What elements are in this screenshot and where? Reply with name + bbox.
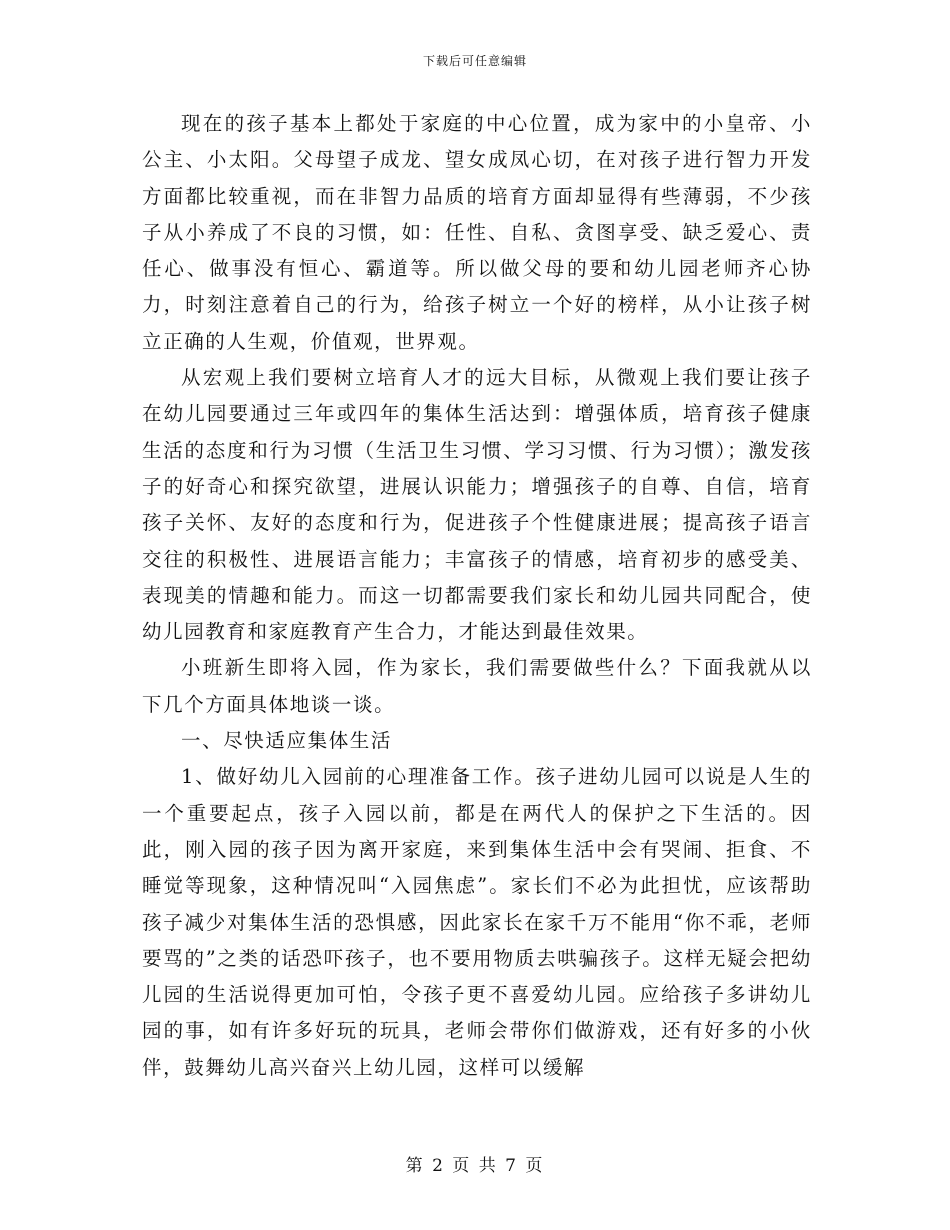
page-header: 下载后可任意编辑: [422, 54, 527, 68]
page-number: 第 2 页 共 7 页: [405, 1156, 545, 1176]
section-heading: 一、尽快适应集体生活: [181, 729, 393, 753]
paragraph-2: 从宏观上我们要树立培育人才的远大目标，从微观上我们要让孩子在幼儿园要通过三年或四年的集体生活达到：增强体质，培育孩子健康生活的态度和行为习惯（生活卫生习惯、学习习惯、行为习惯）；激发孩子的好奇心和探究欲望，进展认识能力；增强孩子的自尊、自信，培育孩子关怀、友好的态度和行为，促进孩子个性健康进展；提高孩子语言交往的积极性、进展语言能力；丰富孩子的情感，培育初步的感受美、表现美的情趣和能力。而这一切都需要我们家长和幼儿园共同配合，使幼儿园教育和家庭教育产生合力，才能达到最佳效果。: [142, 366, 812, 644]
paragraph-3: 小班新生即将入园，作为家长，我们需要做些什么？下面我就从以下几个方面具体地谈一谈。: [142, 656, 812, 716]
document-body: [142, 106, 812, 1086]
paragraph-1: 现在的孩子基本上都处于家庭的中心位置，成为家中的小皇帝、小公主、小太阳。父母望子成龙、望女成凤心切，在对孩子进行智力开发方面都比较重视，而在非智力品质的培育方面却显得有些薄弱，不少孩子从小养成了不良的习惯，如：任性、自私、贪图享受、缺乏爱心、责任心、做事没有恒心、霸道等。所以做父母的要和幼儿园老师齐心协力，时刻注意着自己的行为，给孩子树立一个好的榜样，从小让孩子树立正确的人生观，价值观，世界观。: [142, 112, 812, 353]
paragraph-4: 1、做好幼儿入园前的心理准备工作。孩子进幼儿园可以说是人生的一个重要起点，孩子入园以前，都是在两代人的保护之下生活的。因此，刚入园的孩子因为离开家庭，来到集体生活中会有哭闹、拒食、不睡觉等现象，这种情况叫“入园焦虑”。家长们不必为此担忧，应该帮助孩子减少对集体生活的恐惧感，因此家长在家千万不能用“你不乖，老师要骂的”之类的话恐吓孩子，也不要用物质去哄骗孩子。这样无疑会把幼儿园的生活说得更加可怕，令孩子更不喜爱幼儿园。应给孩子多讲幼儿园的事，如有许多好玩的玩具，老师会带你们做游戏，还有好多的小伙伴，鼓舞幼儿高兴奋兴上幼儿园，这样可以缓解: [142, 765, 812, 1079]
